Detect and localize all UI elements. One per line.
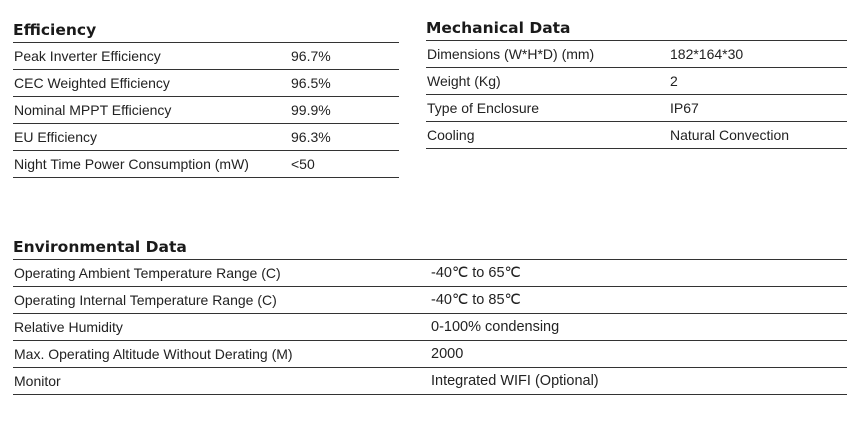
table-row bbox=[426, 68, 847, 95]
row-value: <50 bbox=[290, 151, 399, 178]
row-value: 96.7% bbox=[290, 43, 399, 70]
table-row bbox=[13, 260, 847, 287]
mechanical-section bbox=[426, 16, 847, 149]
row-label: Night Time Power Consumption (mW) bbox=[13, 151, 290, 178]
table-row bbox=[13, 151, 399, 178]
row-value: 2 bbox=[669, 68, 847, 95]
row-label: Monitor bbox=[13, 368, 430, 395]
environmental-table bbox=[13, 259, 847, 395]
row-label: Relative Humidity bbox=[13, 314, 430, 341]
environmental-heading: Environmental Data bbox=[13, 238, 187, 256]
table-row bbox=[13, 43, 399, 70]
mechanical-heading: Mechanical Data bbox=[426, 19, 571, 37]
row-label: CEC Weighted Efficiency bbox=[13, 70, 290, 97]
row-label: Cooling bbox=[426, 122, 669, 149]
row-label: Operating Internal Temperature Range (C) bbox=[13, 287, 430, 314]
row-value: 99.9% bbox=[290, 97, 399, 124]
table-row bbox=[13, 70, 399, 97]
environmental-section bbox=[13, 235, 847, 395]
row-value: -40℃ to 65℃ bbox=[430, 260, 847, 287]
table-row bbox=[13, 287, 847, 314]
row-value: -40℃ to 85℃ bbox=[430, 287, 847, 314]
row-value: Natural Convection bbox=[669, 122, 847, 149]
row-label: Peak Inverter Efficiency bbox=[13, 43, 290, 70]
table-row bbox=[426, 41, 847, 68]
table-row bbox=[13, 314, 847, 341]
row-label: Max. Operating Altitude Without Derating (M) bbox=[13, 341, 430, 368]
row-value: 96.3% bbox=[290, 124, 399, 151]
row-label: Nominal MPPT Efficiency bbox=[13, 97, 290, 124]
row-label: Dimensions (W*H*D) (mm) bbox=[426, 41, 669, 68]
efficiency-table bbox=[13, 42, 399, 178]
row-label: EU Efficiency bbox=[13, 124, 290, 151]
table-row bbox=[13, 124, 399, 151]
row-value: 0-100% condensing bbox=[430, 314, 847, 341]
table-row bbox=[13, 97, 399, 124]
row-label: Type of Enclosure bbox=[426, 95, 669, 122]
row-value: 2000 bbox=[430, 341, 847, 368]
row-value: 96.5% bbox=[290, 70, 399, 97]
mechanical-table bbox=[426, 40, 847, 149]
row-value: 182*164*30 bbox=[669, 41, 847, 68]
efficiency-section bbox=[13, 18, 399, 178]
table-row bbox=[13, 341, 847, 368]
table-row bbox=[13, 368, 847, 395]
row-value: IP67 bbox=[669, 95, 847, 122]
row-label: Weight (Kg) bbox=[426, 68, 669, 95]
efficiency-heading: Efficiency bbox=[13, 21, 97, 39]
table-row bbox=[426, 95, 847, 122]
row-value: Integrated WIFI (Optional) bbox=[430, 368, 847, 395]
table-row bbox=[426, 122, 847, 149]
row-label: Operating Ambient Temperature Range (C) bbox=[13, 260, 430, 287]
